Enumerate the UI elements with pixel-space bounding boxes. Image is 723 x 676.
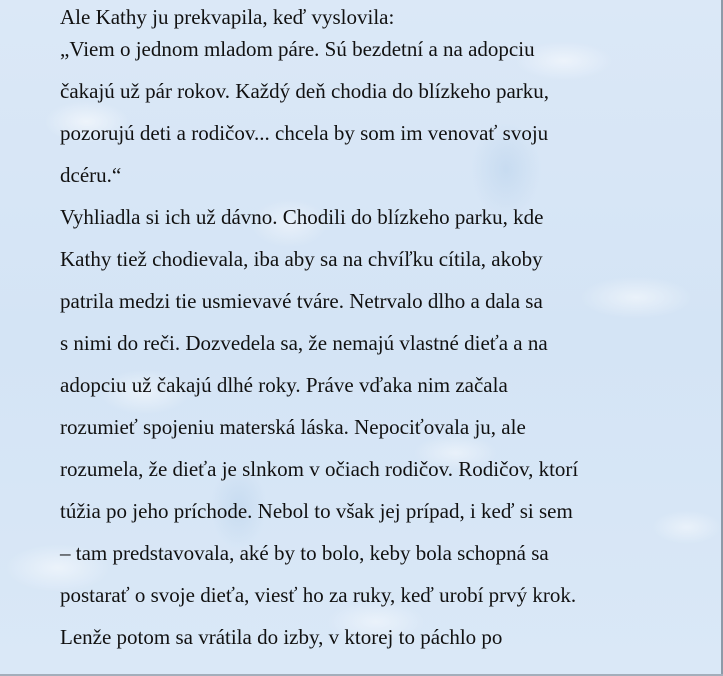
text-line: dcéru.“ bbox=[60, 163, 122, 187]
text-line: – tam predstavovala, aké by to bolo, keby bola schopná sa bbox=[60, 541, 549, 565]
text-line: rozumieť spojeniu materská láska. Nepociťovala ju, ale bbox=[60, 415, 526, 439]
text-line: Kathy tiež chodievala, iba aby sa na chvíľku cítila, akoby bbox=[60, 247, 543, 271]
text-line: patrila medzi tie usmievavé tváre. Netrvalo dlho a dala sa bbox=[60, 289, 543, 313]
text-line: Ale Kathy ju prekvapila, keď vyslovila: bbox=[60, 5, 395, 29]
text-line: Vyhliadla si ich už dávno. Chodili do blízkeho parku, kde bbox=[60, 205, 544, 229]
text-line: Lenže potom sa vrátila do izby, v ktorej to páchlo po bbox=[60, 625, 503, 649]
text-line: s nimi do reči. Dozvedela sa, že nemajú vlastné dieťa a na bbox=[60, 331, 548, 355]
story-text bbox=[60, 2, 710, 664]
text-line: adopciu už čakajú dlhé roky. Práve vďaka nim začala bbox=[60, 373, 508, 397]
text-line: postarať o svoje dieťa, viesť ho za ruky, keď urobí prvý krok. bbox=[60, 583, 577, 607]
text-line: „Viem o jednom mladom páre. Sú bezdetní a na adopciu bbox=[60, 37, 535, 61]
text-line: rozumela, že dieťa je slnkom v očiach rodičov. Rodičov, ktorí bbox=[60, 457, 579, 481]
text-line: túžia po jeho príchode. Nebol to však jej prípad, i keď si sem bbox=[60, 499, 573, 523]
text-line: pozorujú deti a rodičov... chcela by som im venovať svoju bbox=[60, 121, 549, 145]
text-line: čakajú už pár rokov. Každý deň chodia do blízkeho parku, bbox=[60, 79, 550, 103]
